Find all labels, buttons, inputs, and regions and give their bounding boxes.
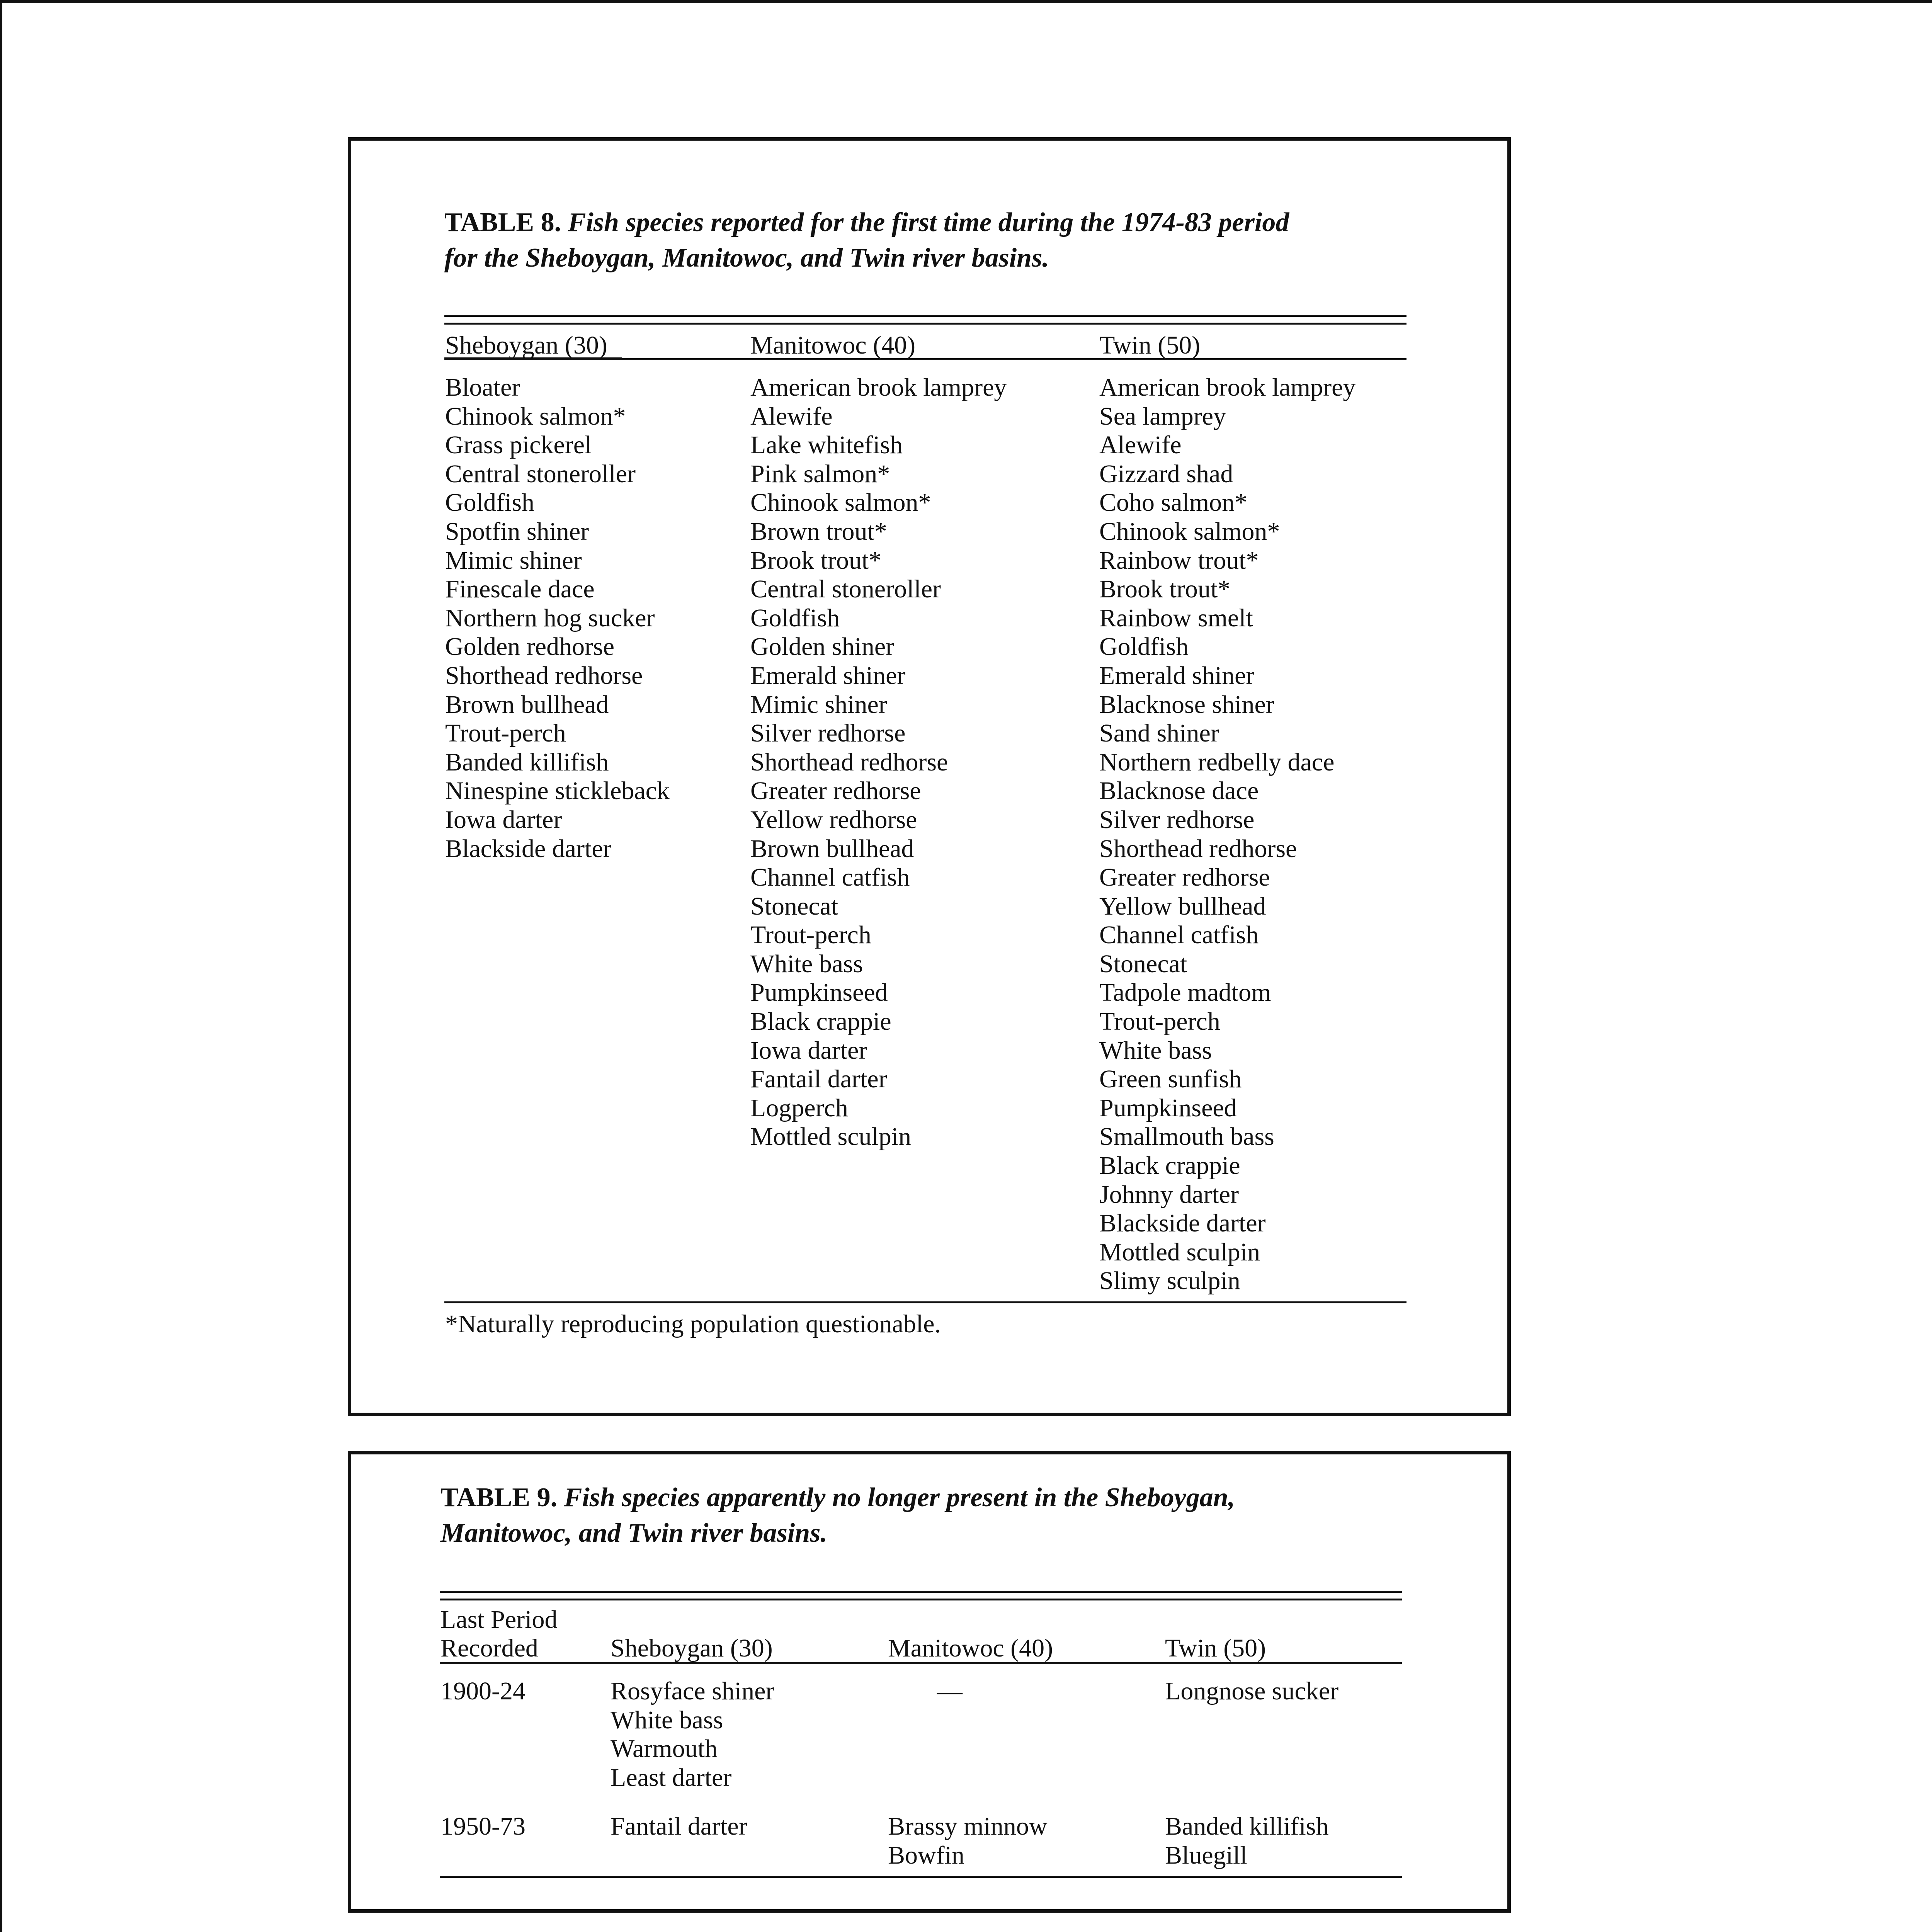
table-9-header-period: Last Period Recorded [440, 1605, 558, 1662]
page-top-border [0, 0, 1932, 3]
species-item: Northern hog sucker [445, 604, 655, 632]
species-item: Blackside darter [445, 834, 612, 863]
species-item: Black crappie [1099, 1151, 1240, 1180]
species-item: Pumpkinseed [1099, 1094, 1237, 1122]
table-8-rule-top-1 [444, 315, 1406, 317]
species-item: Longnose sucker [1165, 1677, 1339, 1705]
species-item: Shorthead redhorse [1099, 834, 1297, 863]
table-8-caption-line1: Fish species reported for the first time during the 1974-83 period [568, 207, 1289, 237]
table-8-rule-top-2 [444, 323, 1406, 325]
species-item: Trout-perch [750, 921, 871, 949]
species-item: Golden shiner [750, 633, 895, 661]
species-item: Grass pickerel [445, 431, 592, 459]
species-item: Bluegill [1165, 1841, 1247, 1869]
table-8-header-twin: Twin (50) [1099, 331, 1201, 359]
species-item: White bass [750, 949, 863, 978]
species-item: Iowa darter [445, 805, 562, 834]
species-item: Mottled sculpin [750, 1122, 912, 1151]
species-item: Lake whitefish [750, 431, 903, 459]
species-item: Rainbow smelt [1099, 604, 1253, 632]
species-item: Yellow redhorse [750, 805, 917, 834]
species-item: Bowfin [888, 1841, 964, 1869]
table-9-header-sheboygan: Sheboygan (30) [611, 1634, 773, 1662]
species-item: Blacknose dace [1099, 777, 1259, 805]
table-9-period-1: 1900-24 [440, 1677, 526, 1705]
table-9-label: TABLE 9. [440, 1483, 558, 1512]
species-item: Pink salmon* [750, 459, 890, 488]
species-item: White bass [611, 1706, 723, 1734]
species-item: Gizzard shad [1099, 459, 1233, 488]
page-left-border [0, 0, 2, 1932]
species-item: Brown bullhead [445, 690, 609, 719]
species-item: Smallmouth bass [1099, 1122, 1274, 1151]
table-9-header-manitowoc: Manitowoc (40) [888, 1634, 1053, 1662]
species-item: Least darter [611, 1763, 732, 1792]
table-8-label: TABLE 8. [444, 207, 561, 237]
species-item: Shorthead redhorse [750, 748, 948, 776]
table-8-header-sheboygan: Sheboygan (30) [445, 331, 607, 359]
table-9-row-2-twin [1165, 1812, 1328, 1870]
species-item: Sea lamprey [1099, 402, 1226, 430]
species-item: Alewife [1099, 431, 1182, 459]
species-item: Brook trout* [750, 546, 882, 575]
species-item: Trout-perch [445, 719, 566, 748]
species-item: Brown trout* [750, 517, 887, 546]
species-item: Mottled sculpin [1099, 1238, 1260, 1266]
species-item: Logperch [750, 1094, 848, 1122]
species-item: Johnny darter [1099, 1180, 1239, 1209]
table-8-header-manitowoc: Manitowoc (40) [750, 331, 916, 359]
species-item: — [937, 1677, 963, 1705]
species-item: Brook trout* [1099, 575, 1231, 604]
species-item: Channel catfish [1099, 921, 1259, 949]
species-item: Blacknose shiner [1099, 690, 1274, 719]
species-item: Chinook salmon* [750, 488, 931, 517]
species-item: Mimic shiner [445, 546, 582, 575]
table-9-bottom-rule [440, 1876, 1402, 1878]
species-item: Brown bullhead [750, 834, 914, 863]
species-item: Sand shiner [1099, 719, 1219, 748]
species-item: Warmouth [611, 1735, 718, 1763]
species-item: Yellow bullhead [1099, 892, 1266, 920]
table-8-caption [444, 205, 1289, 276]
table-9-header-twin: Twin (50) [1165, 1634, 1266, 1662]
table-9-caption-line1: Fish species apparently no longer present in the Sheboygan, [564, 1483, 1235, 1512]
table-9-row-1-twin [1165, 1677, 1338, 1706]
table-8-caption-line2: for the Sheboygan, Manitowoc, and Twin river basins. [444, 243, 1049, 273]
table-8-col-manitowoc [750, 373, 1007, 1151]
species-item: Banded killifish [445, 748, 609, 776]
species-item: Goldfish [750, 604, 840, 632]
species-item: Pumpkinseed [750, 978, 888, 1007]
species-item: Coho salmon* [1099, 488, 1248, 517]
species-item: Spotfin shiner [445, 517, 589, 546]
species-item: Tadpole madtom [1099, 978, 1271, 1007]
table-8-header-rule [444, 358, 1406, 360]
table-9-header-rule [440, 1662, 1402, 1664]
table-8-bottom-rule [444, 1301, 1406, 1303]
species-item: White bass [1099, 1036, 1212, 1065]
species-item: Golden redhorse [445, 633, 615, 661]
table-9-row-1-manitowoc [937, 1677, 963, 1706]
species-item: Northern redbelly dace [1099, 748, 1335, 776]
species-item: Rosyface shiner [611, 1677, 774, 1705]
species-item: Fantail darter [750, 1065, 887, 1094]
species-item: Central stoneroller [445, 459, 636, 488]
species-item: Chinook salmon* [445, 402, 626, 430]
species-item: Central stoneroller [750, 575, 941, 604]
table-9-period-2: 1950-73 [440, 1812, 526, 1840]
species-item: Banded killifish [1165, 1812, 1329, 1840]
species-item: Rainbow trout* [1099, 546, 1259, 575]
species-item: Greater redhorse [1099, 863, 1270, 892]
species-item: Silver redhorse [750, 719, 906, 748]
species-item: Chinook salmon* [1099, 517, 1280, 546]
table-9-caption-line2: Manitowoc, and Twin river basins. [440, 1518, 827, 1548]
species-item: Green sunfish [1099, 1065, 1242, 1094]
species-item: Fantail darter [611, 1812, 747, 1840]
species-item: Channel catfish [750, 863, 910, 892]
species-item: American brook lamprey [750, 373, 1007, 401]
species-item: Alewife [750, 402, 833, 430]
species-item: Finescale dace [445, 575, 595, 604]
species-item: Silver redhorse [1099, 805, 1255, 834]
species-item: Mimic shiner [750, 690, 887, 719]
species-item: Goldfish [445, 488, 534, 517]
species-item: Iowa darter [750, 1036, 867, 1065]
species-item: Slimy sculpin [1099, 1267, 1240, 1295]
species-item: Emerald shiner [750, 661, 906, 690]
species-item: Stonecat [1099, 949, 1187, 978]
table-8-col-twin [1099, 373, 1355, 1296]
table-8-col-sheboygan [445, 373, 670, 863]
species-item: Goldfish [1099, 633, 1189, 661]
species-item: Trout-perch [1099, 1007, 1220, 1036]
table-9-row-2-sheboygan [611, 1812, 747, 1841]
table-9-caption [440, 1480, 1235, 1551]
table-9-rule-top-2 [440, 1599, 1402, 1600]
table-9-row-1-sheboygan [611, 1677, 774, 1792]
species-item: Greater redhorse [750, 777, 921, 805]
table-8-footnote: *Naturally reproducing population questionable. [445, 1310, 941, 1338]
species-item: Brassy minnow [888, 1812, 1048, 1840]
species-item: Shorthead redhorse [445, 661, 643, 690]
table-9-row-2-manitowoc [888, 1812, 1048, 1870]
species-item: Bloater [445, 373, 520, 401]
species-item: Emerald shiner [1099, 661, 1255, 690]
species-item: Stonecat [750, 892, 838, 920]
species-item: Blackside darter [1099, 1209, 1266, 1238]
species-item: American brook lamprey [1099, 373, 1356, 401]
table-9-rule-top-1 [440, 1591, 1402, 1593]
species-item: Black crappie [750, 1007, 891, 1036]
species-item: Ninespine stickleback [445, 777, 670, 805]
